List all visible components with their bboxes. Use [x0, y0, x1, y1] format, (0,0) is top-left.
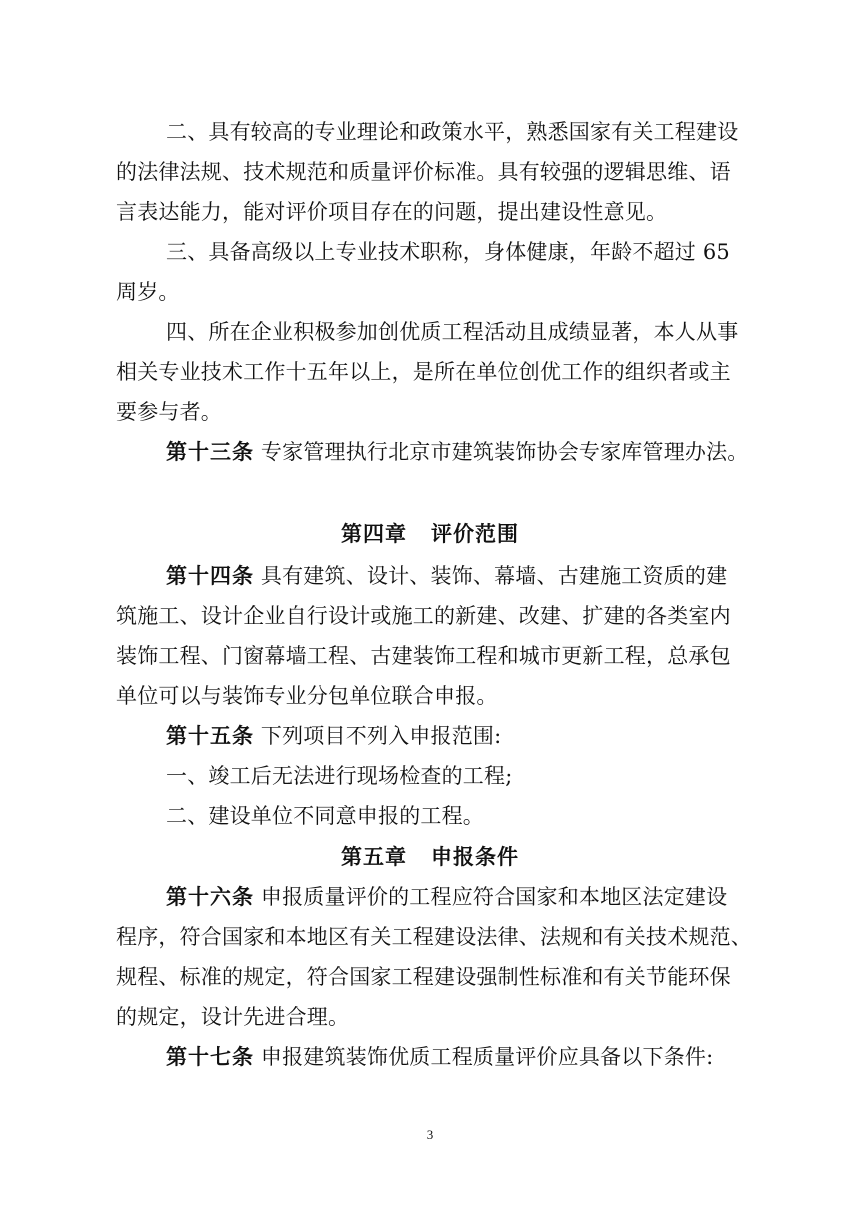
paragraph-line: 四、所在企业积极参加创优质工程活动且成绩显著，本人从事: [166, 320, 739, 344]
article-label: 第十五条: [166, 723, 254, 748]
paragraph-line: 要参与者。: [116, 400, 222, 424]
paragraph-line: 筑施工、设计企业自行设计或施工的新建、改建、扩建的各类室内: [116, 604, 731, 628]
list-item: 一、竣工后无法进行现场检查的工程;: [166, 764, 513, 788]
article-16: [166, 882, 727, 912]
chapter-title: 申报条件: [431, 844, 519, 869]
article-text: 具有建筑、设计、装饰、幕墙、古建施工资质的建: [260, 564, 728, 588]
paragraph-line: 规程、标准的规定，符合国家工程建设强制性标准和有关节能环保: [116, 965, 731, 989]
article-15: [166, 721, 501, 751]
paragraph-line: 三、具备高级以上专业技术职称，身体健康，年龄不超过 65: [166, 240, 730, 264]
article-text: 申报质量评价的工程应符合国家和本地区法定建设: [260, 885, 728, 909]
paragraph-line: 的法律法规、技术规范和质量评价标准。具有较强的逻辑思维、语: [116, 160, 731, 184]
article-text: 专家管理执行北京市建筑装饰协会专家库管理办法。: [260, 440, 749, 464]
article-13: [166, 437, 749, 467]
paragraph-line: 单位可以与装饰专业分包单位联合申报。: [116, 684, 498, 708]
chapter-number: 第五章: [341, 844, 407, 869]
article-text: 申报建筑装饰优质工程质量评价应具备以下条件:: [260, 1045, 714, 1069]
paragraph-line: 程序，符合国家和本地区有关工程建设法律、法规和有关技术规范、: [116, 925, 752, 949]
article-label: 第十七条: [166, 1044, 254, 1069]
chapter-number: 第四章: [341, 521, 407, 546]
article-label: 第十六条: [166, 884, 254, 909]
article-14: [166, 561, 727, 591]
paragraph-line: 言表达能力，能对评价项目存在的问题，提出建设性意见。: [116, 200, 668, 224]
article-17: [166, 1042, 713, 1072]
article-label: 第十三条: [166, 439, 254, 464]
page-number: 3: [426, 1127, 434, 1142]
list-item: 二、建设单位不同意申报的工程。: [166, 804, 484, 828]
chapter-heading: [0, 519, 860, 549]
paragraph-line: 周岁。: [116, 280, 180, 304]
paragraph-line: 装饰工程、门窗幕墙工程、古建装饰工程和城市更新工程，总承包: [116, 644, 731, 668]
article-text: 下列项目不列入申报范围:: [260, 724, 502, 748]
chapter-heading: [0, 842, 860, 872]
chapter-title: 评价范围: [431, 521, 519, 546]
article-label: 第十四条: [166, 563, 254, 588]
paragraph-line: 相关专业技术工作十五年以上，是所在单位创优工作的组织者或主: [116, 360, 731, 384]
paragraph-line: 的规定，设计先进合理。: [116, 1005, 350, 1029]
paragraph-line: 二、具有较高的专业理论和政策水平，熟悉国家有关工程建设: [166, 120, 739, 144]
